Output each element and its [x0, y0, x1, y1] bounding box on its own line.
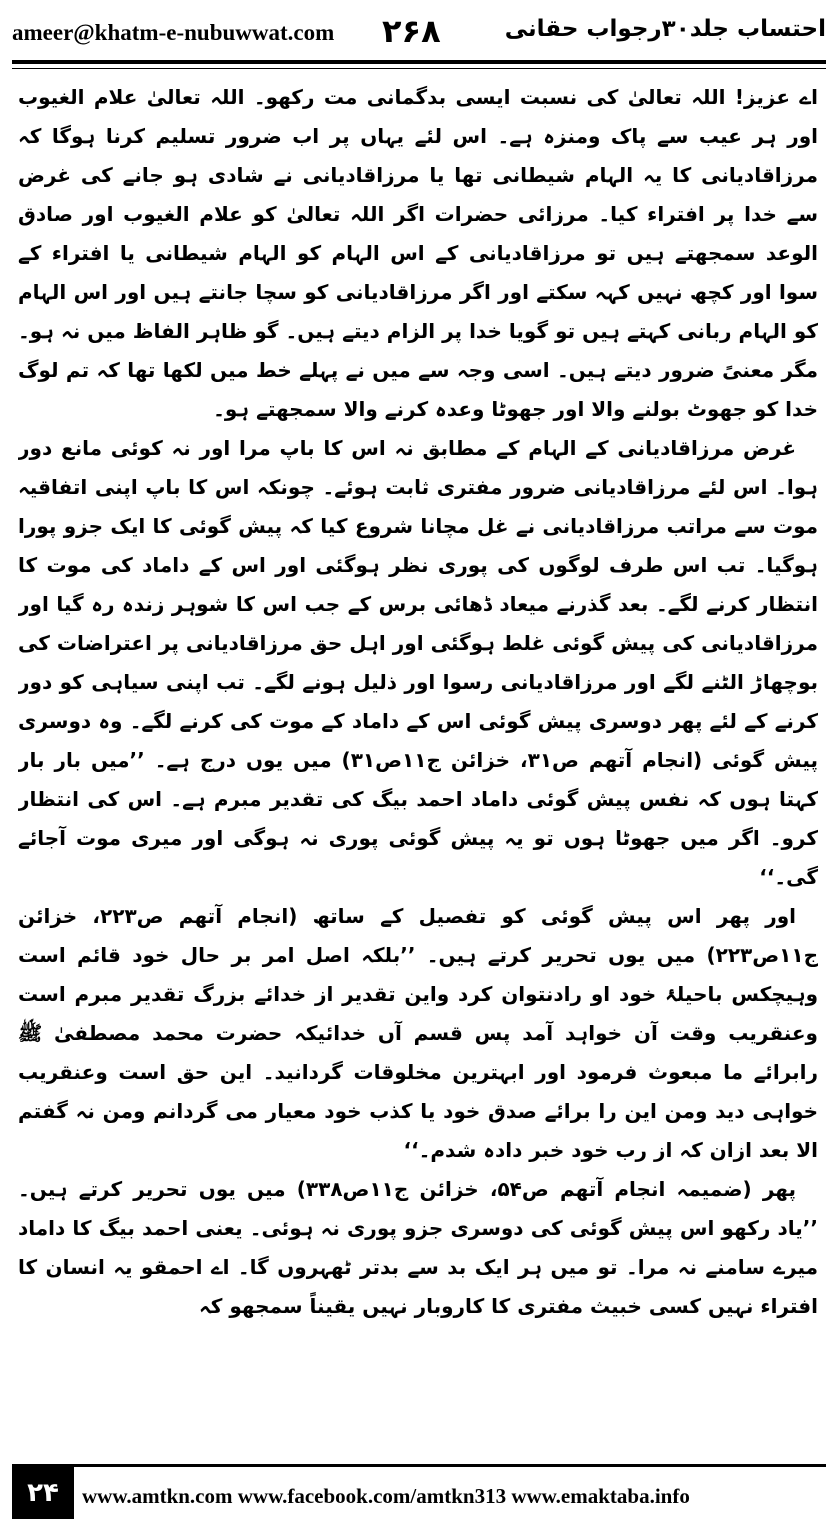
- page-footer: [12, 1464, 826, 1526]
- page-header: [12, 12, 826, 56]
- footer-links: www.amtkn.com www.facebook.com/amtkn313 www.emaktaba.info: [82, 1484, 690, 1508]
- header-rule-thick: [12, 60, 826, 64]
- paragraph-4: پھر (ضمیمہ انجام آتھم ص۵۴، خزائن ج۱۱ص۳۳۸) میں یوں تحریر کرتے ہیں۔ ’’یاد رکھو اس پیش گوئی کی دوسری جزو پوری نہ ہوئی۔ یعنی احمد بیگ کا داماد میرے سامنے نہ مرا۔ تو میں ہر ایک بد سے بدتر ٹھہروں گا۔ اے احمقو یہ انسان کا افتراء نہیں کسی خبیث مفتری کا کاروبار نہیں یقیناً سمجھو کہ: [18, 1177, 818, 1318]
- main-text: [18, 78, 818, 1444]
- header-email: ameer@khatm-e-nubuwwat.com: [12, 20, 335, 45]
- paragraph-1: اے عزیز! اللہ تعالیٰ کی نسبت ایسی بدگمانی مت رکھو۔ اللہ تعالیٰ علام الغیوب اور ہر عیب سے پاک ومنزہ ہے۔ اس لئے یہاں پر اب ضرور تسلیم کرنا ہوگا کہ مرزاقادیانی کا یہ الہام شیطانی تھا یا مرزاقادیانی نے شادی ہو جانے کی غرض سے خدا پر افتراء کیا۔ مرزائی حضرات اگر اللہ تعالیٰ کو علام الغیوب اور صادق الوعد سمجھتے ہیں تو مرزاقادیانی کے اس الہام کو الہام شیطانی یا افتراء کے سوا اور کچھ نہیں کہہ سکتے اور اگر مرزاقادیانی کو سچا جانتے ہیں اور اس الہام کو الہام ربانی کہتے ہیں تو گویا خدا پر الزام دیتے ہیں۔ گو ظاہر الفاظ میں نہ ہو۔ مگر معنیً ضرور دیتے ہیں۔ اسی وجہ سے میں نے پہلے خط میں لکھا تھا کہ تم لوگ خدا کو جھوٹ بولنے والا اور جھوٹا وعدہ کرنے والا سمجھتے ہو۔: [18, 85, 818, 421]
- header-rule-thin: [12, 68, 826, 69]
- footer-page-box: ۲۴: [12, 1467, 74, 1519]
- page-number: ۲۶۸: [382, 12, 441, 50]
- paragraph-2: غرض مرزاقادیانی کے الہام کے مطابق نہ اس کا باپ مرا اور نہ کوئی مانع دور ہوا۔ اس لئے مرزاقادیانی ضرور مفتری ثابت ہوئے۔ چونکہ اس کا باپ اپنی اتفاقیہ موت سے مراتب مرزاقادیانی نے غل مچانا شروع کیا کہ پیش گوئی کا ایک جزو پورا ہوگیا۔ تب اس طرف لوگوں کی پوری نظر ہوگئی اور اس کے داماد کی موت کا انتظار کرنے لگے۔ بعد گذرنے میعاد ڈھائی برس کے جب اس کا شوہر زندہ رہ گیا اور مرزاقادیانی کی پیش گوئی غلط ہوگئی اور اہل حق مرزاقادیانی پر اعتراضات کی بوچھاڑ الٹنے لگے اور مرزاقادیانی رسوا اور ذلیل ہونے لگے۔ تب اپنی سیاہی کو دور کرنے کے لئے پھر دوسری پیش گوئی اس کے داماد کے موت کی کرنے لگے۔ وہ دوسری پیش گوئی (انجام آتھم ص۳۱، خزائن ج۱۱ص۳۱) میں یوں درج ہے۔ ’’میں بار بار کہتا ہوں کہ نفس پیش گوئی داماد احمد بیگ کی تقدیر مبرم ہے۔ اس کی انتظار کرو۔ اگر میں جھوٹا ہوں تو یہ پیش گوئی پوری نہ ہوگی اور میری موت آجائے گی۔‘‘: [18, 436, 818, 889]
- book-title: احتساب جلد۳۰رجواب حقانی: [504, 16, 826, 42]
- paragraph-3: اور پھر اس پیش گوئی کو تفصیل کے ساتھ (انجام آتھم ص۲۲۳، خزائن ج۱۱ص۲۲۳) میں یوں تحریر کرتے ہیں۔ ’’بلکہ اصل امر بر حال خود قائم است وہیچکس باحیلۂ خود او رادنتوان کرد واین تقدیر از خدائے بزرگ تقدیر مبرم است وعنقریب وقت آن خواہد آمد پس قسم آں خدائیکہ حضرت محمد مصطفیٰ ﷺ رابرائے ما مبعوث فرمود اور ابہترین مخلوقات گردانید۔ این حق است وعنقریب خواہی دید ومن این را برائے صدق خود یا کذب خود معیار می گردانم ومن نہ گفتم الا بعد ازان کہ از رب خود خبر دادہ شدم۔‘‘: [18, 904, 818, 1162]
- footer-rule: [12, 1464, 826, 1467]
